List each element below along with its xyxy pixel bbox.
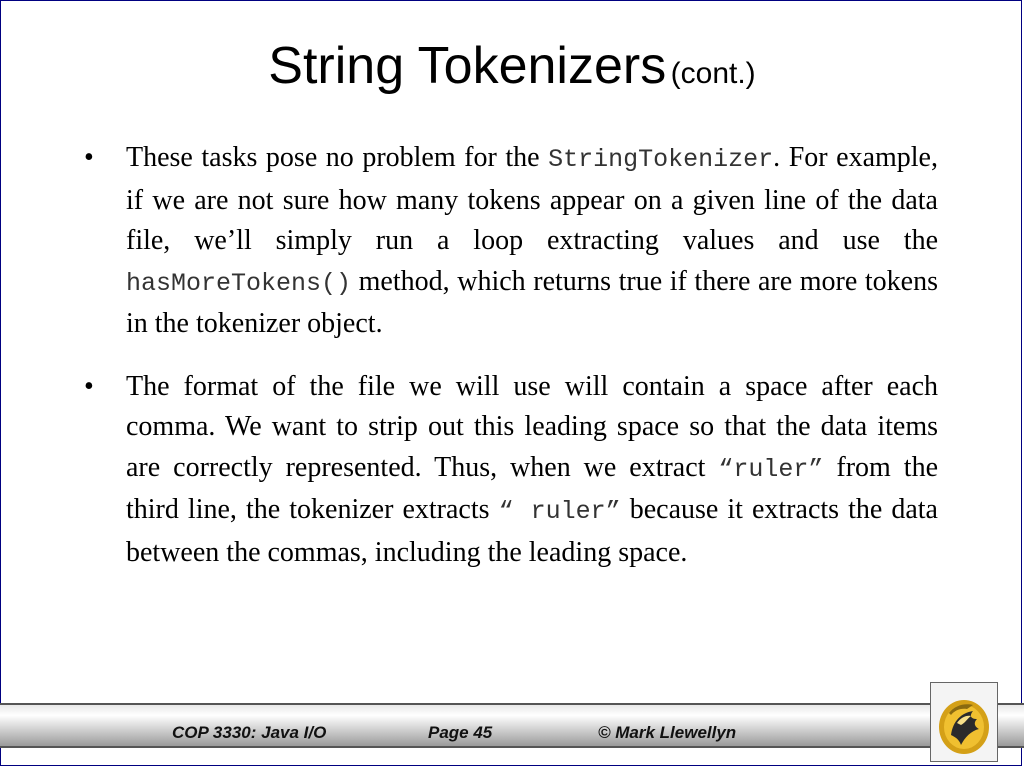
bullet-text-1 xyxy=(126,138,938,345)
bullet-item-2 xyxy=(78,367,938,574)
pegasus-logo-icon xyxy=(931,683,997,761)
code-hasmoretokens: hasMoreTokens() xyxy=(126,268,352,298)
code-stringtokenizer: StringTokenizer xyxy=(548,145,774,174)
bullet-text-2 xyxy=(126,367,938,574)
bullet-text-segment: method, which returns true if there are more tokens in the tokenizer object. xyxy=(126,265,938,339)
bullet-marker: • xyxy=(84,370,94,402)
bullet-marker: • xyxy=(84,142,94,173)
slide-title xyxy=(0,36,1024,96)
bullet-text-segment: . For example, if we are not sure how many tokens appear on a given line of the data file, we’ll simply run a loop extracting values and use the xyxy=(126,142,938,256)
bullet-text-segment: because it extracts the data between the commas, including the leading space. xyxy=(126,494,938,568)
title-main: String Tokenizers xyxy=(268,37,667,95)
bullet-text-segment: from the third line, the tokenizer extracts xyxy=(126,451,938,525)
code-space-ruler: “ ruler” xyxy=(498,497,621,526)
title-suffix: (cont.) xyxy=(670,57,756,90)
bullet-item-1 xyxy=(78,138,938,345)
bullet-text-segment: These tasks pose no problem for the xyxy=(126,142,549,173)
footer-copyright: © Mark Llewellyn xyxy=(598,723,737,742)
footer-page-number: Page 45 xyxy=(428,723,493,742)
bullet-text-segment: The format of the file we will use will contain a space after each comma. We want to strip out this leading space so that the data items are correctly represented. Thus, when we extract xyxy=(126,370,938,483)
footer-course: COP 3330: Java I/O xyxy=(172,723,327,742)
code-ruler: “ruler” xyxy=(718,454,824,484)
slide-content xyxy=(78,138,938,595)
logo-box xyxy=(930,682,998,762)
footer-bar xyxy=(0,703,1024,748)
